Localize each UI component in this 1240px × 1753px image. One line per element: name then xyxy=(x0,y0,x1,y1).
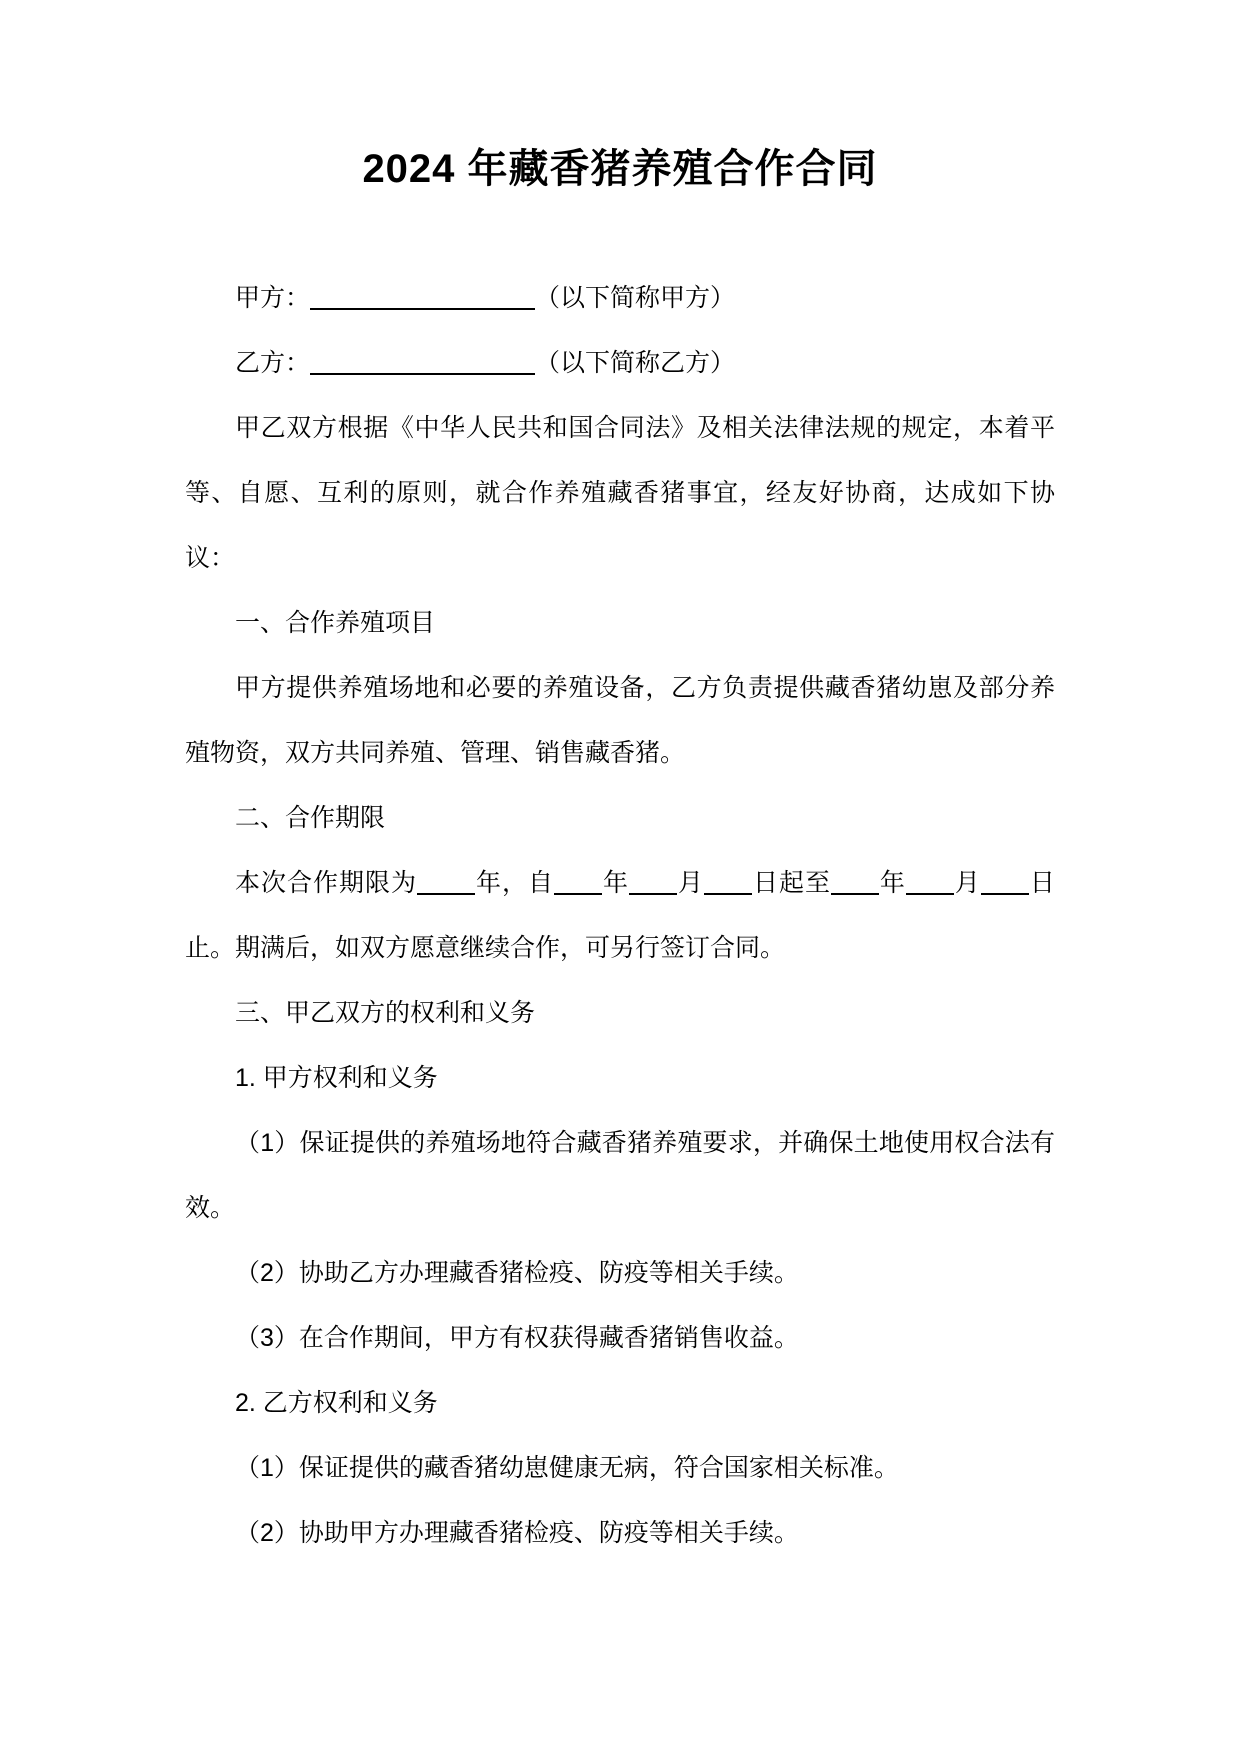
duration-text-7: 月 xyxy=(953,869,981,897)
section1-paragraph: 甲方提供养殖场地和必要的养殖设备，乙方负责提供藏香猪幼崽及部分养殖物资，双方共同养殖、管理、销售藏香猪。 xyxy=(185,674,1055,767)
duration-blank-end-year xyxy=(831,893,879,895)
duration-blank-end-day xyxy=(981,893,1029,895)
duration-blank-start-year xyxy=(554,893,602,895)
section3-sub1-item-2: （2）协助乙方办理藏香猪检疫、防疫等相关手续。 xyxy=(235,1259,799,1287)
preamble-paragraph: 甲乙双方根据《中华人民共和国合同法》及相关法律法规的规定，本着平等、自愿、互利的原则，就合作养殖藏香猪事宜，经友好协商，达成如下协议： xyxy=(185,414,1055,572)
party-a-note: （以下简称甲方） xyxy=(535,284,736,312)
section2-duration-line xyxy=(185,851,1055,981)
duration-blank-start-month xyxy=(629,893,677,895)
section3-sub2-item-2: （2）协助甲方办理藏香猪检疫、防疫等相关手续。 xyxy=(235,1519,799,1547)
duration-blank-end-month xyxy=(906,893,954,895)
party-a-blank-line xyxy=(310,308,535,310)
party-a-label: 甲方： xyxy=(235,284,311,312)
duration-text-1: 本次合作期限为 xyxy=(235,869,417,897)
document-body xyxy=(185,266,1055,1566)
section3-sub1-item-3: （3）在合作期间，甲方有权获得藏香猪销售收益。 xyxy=(235,1324,799,1352)
duration-blank-years xyxy=(417,893,475,895)
party-b-line xyxy=(185,331,1055,396)
document-title: 2024 年藏香猪养殖合作合同 xyxy=(362,147,878,191)
section3-sub2-item-1: （1）保证提供的藏香猪幼崽健康无病，符合国家相关标准。 xyxy=(235,1454,899,1482)
party-b-label: 乙方： xyxy=(235,349,311,377)
section3-sub1-item-1: （1）保证提供的养殖场地符合藏香猪养殖要求，并确保土地使用权合法有效。 xyxy=(185,1129,1055,1222)
duration-blank-start-day xyxy=(704,893,752,895)
party-b-note: （以下简称乙方） xyxy=(535,349,736,377)
party-a-line xyxy=(185,266,1055,331)
duration-text-4: 月 xyxy=(676,869,704,897)
duration-text-3: 年 xyxy=(601,869,629,897)
duration-text-5: 日起至 xyxy=(751,869,831,897)
section1-heading: 一、合作养殖项目 xyxy=(235,609,436,637)
section3-sub2-heading: 2. 乙方权利和义务 xyxy=(235,1389,438,1417)
duration-text-6: 年 xyxy=(878,869,906,897)
section2-heading: 二、合作期限 xyxy=(235,804,386,832)
duration-text-2: 年，自 xyxy=(474,869,554,897)
party-b-blank-line xyxy=(310,373,535,375)
section3-sub1-heading: 1. 甲方权利和义务 xyxy=(235,1064,438,1092)
section3-heading: 三、甲乙双方的权利和义务 xyxy=(235,999,536,1027)
duration-text-8: 日止。期满后，如双方愿意继续合作，可另行签订合同。 xyxy=(185,869,1055,962)
